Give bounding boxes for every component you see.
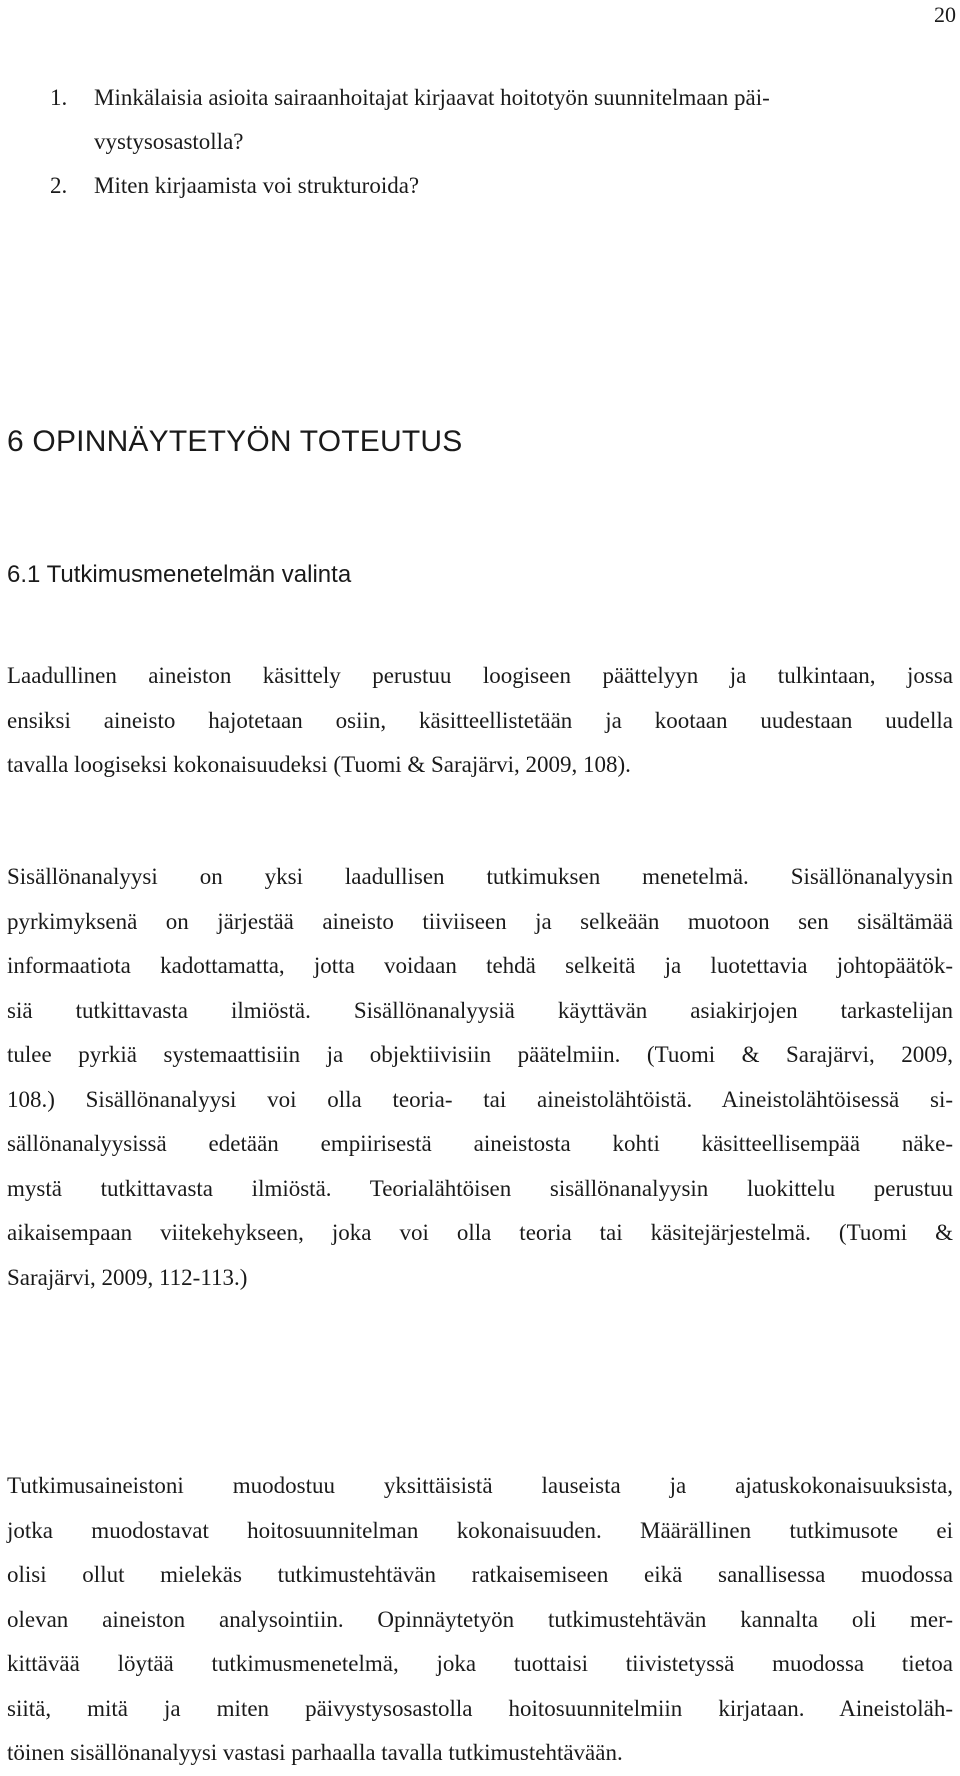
paragraph-line: jotka muodostavat hoitosuunnitelman kokonaisuuden. Määrällinen tutkimusote ei bbox=[7, 1517, 953, 1543]
list-item bbox=[0, 164, 960, 208]
list-item-number: 1. bbox=[50, 85, 68, 110]
paragraph-line: sällönanalyysissä edetään empiirisestä aineistosta kohti käsitteellisempää näke- bbox=[7, 1131, 953, 1156]
section-heading: 6 OPINNÄYTETYÖN TOTEUTUS bbox=[7, 425, 463, 458]
research-questions-list bbox=[0, 76, 960, 208]
paragraph-line: 108.) Sisällönanalyysi voi olla teoria- tai aineistolähtöistä. Aineistolähtöisessä si- bbox=[7, 1086, 953, 1112]
list-item-text: Miten kirjaamista voi strukturoida? bbox=[94, 173, 420, 198]
paragraph-line: mystä tutkittavasta ilmiöstä. Teorialähtöisen sisällönanalyysin luokittelu perustuu bbox=[7, 1175, 953, 1201]
paragraph-line: Sisällönanalyysi on yksi laadullisen tutkimuksen menetelmä. Sisällönanalyysin bbox=[7, 864, 953, 889]
list-item-number: 2. bbox=[50, 173, 68, 198]
paragraph-line: Laadullinen aineiston käsittely perustuu loogiseen päättelyyn ja tulkintaan, jossa bbox=[7, 663, 953, 688]
page-number: 20 bbox=[934, 2, 956, 27]
paragraph-line: kittävää löytää tutkimusmenetelmä, joka tuottaisi tiivistetyssä muodossa tietoa bbox=[7, 1651, 953, 1676]
paragraph-line: tavalla loogiseksi kokonaisuudeksi (Tuomi & Sarajärvi, 2009, 108). bbox=[7, 752, 631, 777]
list-item-text: Minkälaisia asioita sairaanhoitajat kirjaavat hoitotyön suunnitelmaan päi- bbox=[94, 85, 770, 110]
paragraph bbox=[7, 1464, 953, 1776]
paragraph-line: pyrkimyksenä on järjestää aineisto tiiviiseen ja selkeään muotoon sen sisältämää bbox=[7, 908, 953, 934]
paragraph-line: ensiksi aineisto hajotetaan osiin, käsitteellistetään ja kootaan uudestaan uudella bbox=[7, 707, 953, 733]
list-item bbox=[0, 76, 960, 164]
paragraph-line: informaatiota kadottamatta, jotta voidaan tehdä selkeitä ja luotettavia johtopäätök- bbox=[7, 953, 953, 978]
paragraph bbox=[7, 855, 953, 1300]
subsection-heading: 6.1 Tutkimusmenetelmän valinta bbox=[7, 561, 352, 588]
paragraph bbox=[7, 654, 953, 788]
paragraph-line: töinen sisällönanalyysi vastasi parhaalla tavalla tutkimustehtävään. bbox=[7, 1740, 623, 1765]
paragraph-line: olisi ollut mielekäs tutkimustehtävän ratkaisemiseen eikä sanallisessa muodossa bbox=[7, 1562, 953, 1587]
paragraph-line: olevan aineiston analysointiin. Opinnäytetyön tutkimustehtävän kannalta oli mer- bbox=[7, 1606, 953, 1632]
paragraph-line: tulee pyrkiä systemaattisiin ja objektiivisiin päätelmiin. (Tuomi & Sarajärvi, 2009, bbox=[7, 1042, 953, 1067]
paragraph-line: siitä, mitä ja miten päivystysosastolla hoitosuunnitelmiin kirjataan. Aineistoläh- bbox=[7, 1695, 953, 1721]
list-item-text: vystysosastolla? bbox=[94, 129, 244, 154]
paragraph-line: Tutkimusaineistoni muodostuu yksittäisistä lauseista ja ajatuskokonaisuuksista, bbox=[7, 1473, 953, 1498]
paragraph-line: Sarajärvi, 2009, 112-113.) bbox=[7, 1264, 248, 1290]
paragraph-line: siä tutkittavasta ilmiöstä. Sisällönanalyysiä käyttävän asiakirjojen tarkastelijan bbox=[7, 997, 953, 1023]
paragraph-line: aikaisempaan viitekehykseen, joka voi olla teoria tai käsitejärjestelmä. (Tuomi & bbox=[7, 1220, 953, 1245]
